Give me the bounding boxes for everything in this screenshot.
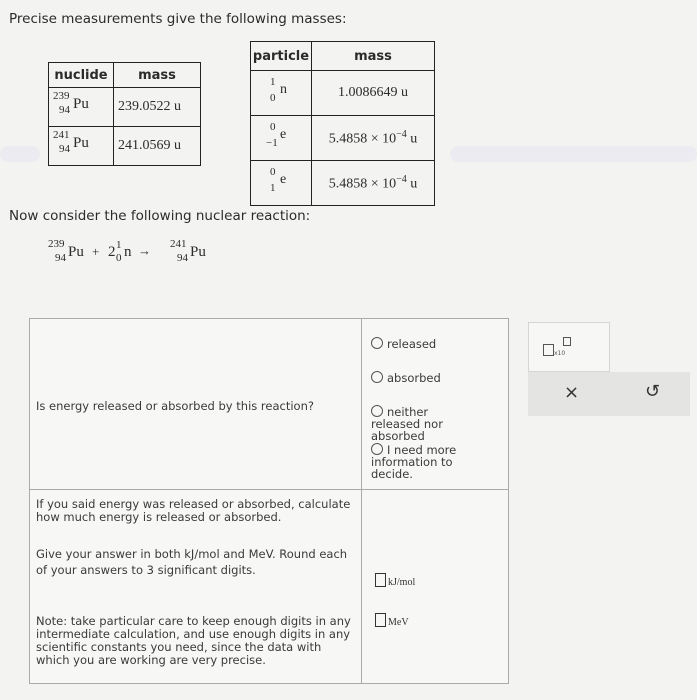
nuclide-cell: 239 94 Pu bbox=[49, 88, 114, 127]
particle-cell: 1 0 n bbox=[251, 71, 312, 116]
nuclide-table bbox=[48, 62, 201, 166]
option-absorbed[interactable]: absorbed bbox=[371, 371, 441, 384]
arrow-icon: → bbox=[138, 243, 151, 258]
mass-cell: 239.0522 u bbox=[114, 88, 201, 127]
nuclear-reaction: 239 94 Pu + 2 1 0 n → 241 94 Pu bbox=[48, 238, 206, 264]
particle-cell: 0 1 e bbox=[251, 161, 312, 206]
undo-icon[interactable]: ↺ bbox=[645, 381, 661, 402]
option-neither[interactable]: neither released nor absorbed bbox=[371, 405, 443, 443]
table-row bbox=[251, 116, 435, 161]
table-row bbox=[251, 161, 435, 206]
option-need-more-info[interactable]: I need more information to decide. bbox=[371, 443, 457, 481]
question-energy-direction: Is energy released or absorbed by this reaction? bbox=[36, 399, 314, 413]
question-units-instruction: Give your answer in both kJ/mol and MeV. Round each of your answers to 3 significant digits. bbox=[36, 547, 348, 577]
mass-cell: $5.4858 \times 10^{-4}$ u bbox=[312, 161, 435, 206]
radio-button[interactable] bbox=[371, 371, 383, 383]
consider-text: Now consider the following nuclear reaction: bbox=[9, 208, 311, 224]
particle-cell: 0 −1 e bbox=[251, 116, 312, 161]
radio-button[interactable] bbox=[371, 443, 383, 455]
radio-button[interactable] bbox=[371, 405, 383, 417]
question-energy-amount: If you said energy was released or absorbed, calculate how much energy is released or absorbed. bbox=[36, 497, 351, 524]
question-note: Note: take particular care to keep enough digits in any intermediate calculation, and use enough digits in any scientific constants you need, since the data with which you are working are very precise. bbox=[36, 614, 351, 667]
box-icon bbox=[543, 344, 554, 356]
answer-input[interactable] bbox=[375, 573, 386, 587]
question-grid bbox=[29, 318, 509, 684]
background-stripe bbox=[450, 146, 697, 162]
mass-header: mass bbox=[312, 42, 435, 71]
particle-table bbox=[250, 41, 435, 206]
clear-button[interactable]: × bbox=[564, 382, 580, 403]
radio-button[interactable] bbox=[371, 337, 383, 349]
particle-header: particle bbox=[251, 42, 312, 71]
background-stripe bbox=[0, 146, 40, 162]
mass-cell: 1.0086649 u bbox=[312, 71, 435, 116]
kj-answer-field[interactable]: kJ/mol bbox=[375, 573, 415, 588]
option-released[interactable]: released bbox=[371, 337, 436, 350]
mev-answer-field[interactable]: MeV bbox=[375, 613, 409, 628]
table-row bbox=[49, 127, 201, 166]
table-row bbox=[49, 88, 201, 127]
nuclide-cell: 241 94 Pu bbox=[49, 127, 114, 166]
divider bbox=[30, 489, 508, 490]
answer-toolbar: x10 × ↺ bbox=[528, 322, 690, 416]
mass-header: mass bbox=[114, 63, 201, 88]
intro-text: Precise measurements give the following masses: bbox=[9, 11, 347, 27]
mass-cell: 241.0569 u bbox=[114, 127, 201, 166]
exponent-box-icon bbox=[563, 337, 571, 346]
answer-input[interactable] bbox=[375, 613, 386, 627]
mass-cell: $5.4858 \times 10^{-4}$ u bbox=[312, 116, 435, 161]
table-row bbox=[251, 71, 435, 116]
nuclide-header: nuclide bbox=[49, 63, 114, 88]
